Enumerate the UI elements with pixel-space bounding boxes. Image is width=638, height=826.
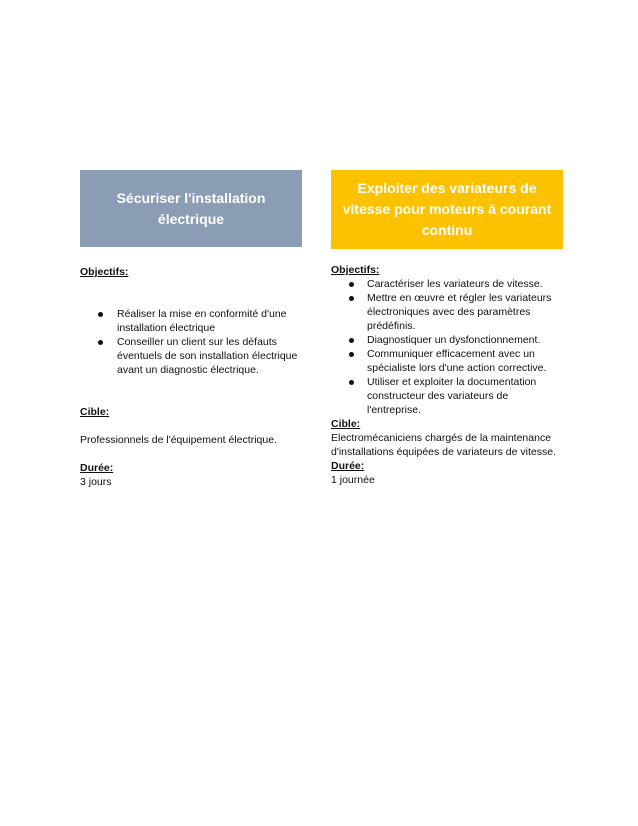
list-item: Diagnostiquer un dysfonctionnement. <box>331 333 563 347</box>
target-heading: Cible: <box>80 406 110 418</box>
training-card-right <box>331 170 563 487</box>
card-title-banner <box>331 170 563 249</box>
list-item: Communiquer efficacement avec un spécialiste lors d'une action corrective. <box>331 347 563 375</box>
target-text: Electromécaniciens chargés de la maintenance d'installations équipées de variateurs de vitesse. <box>331 432 556 458</box>
list-item: Réaliser la mise en conformité d'une installation électrique <box>80 307 302 335</box>
objectives-list <box>80 307 302 377</box>
list-item: Utiliser et exploiter la documentation constructeur des variateurs de l'entreprise. <box>331 375 563 417</box>
objectives-list <box>331 277 563 417</box>
objectives-heading: Objectifs: <box>331 264 380 276</box>
card-title-banner <box>80 170 302 247</box>
target-text: Professionnels de l'équipement électrique. <box>80 434 277 446</box>
list-item: Conseiller un client sur les défauts éventuels de son installation électrique avant un diagnostic électrique. <box>80 335 302 377</box>
card-title: Exploiter des variateurs de vitesse pour moteurs à courant continu <box>342 180 552 238</box>
duration-text: 3 jours <box>80 476 112 488</box>
target-heading: Cible: <box>331 418 361 430</box>
list-item: Mettre en œuvre et régler les variateurs électroniques avec des paramètres prédéfinis. <box>331 291 563 333</box>
duration-text: 1 journée <box>331 474 375 486</box>
list-item: Caractériser les variateurs de vitesse. <box>331 277 563 291</box>
duration-heading: Durée: <box>80 462 114 474</box>
card-title: Sécuriser l'installation électrique <box>116 189 266 227</box>
objectives-heading: Objectifs: <box>80 266 129 278</box>
duration-heading: Durée: <box>331 460 365 472</box>
training-card-left <box>80 170 302 489</box>
